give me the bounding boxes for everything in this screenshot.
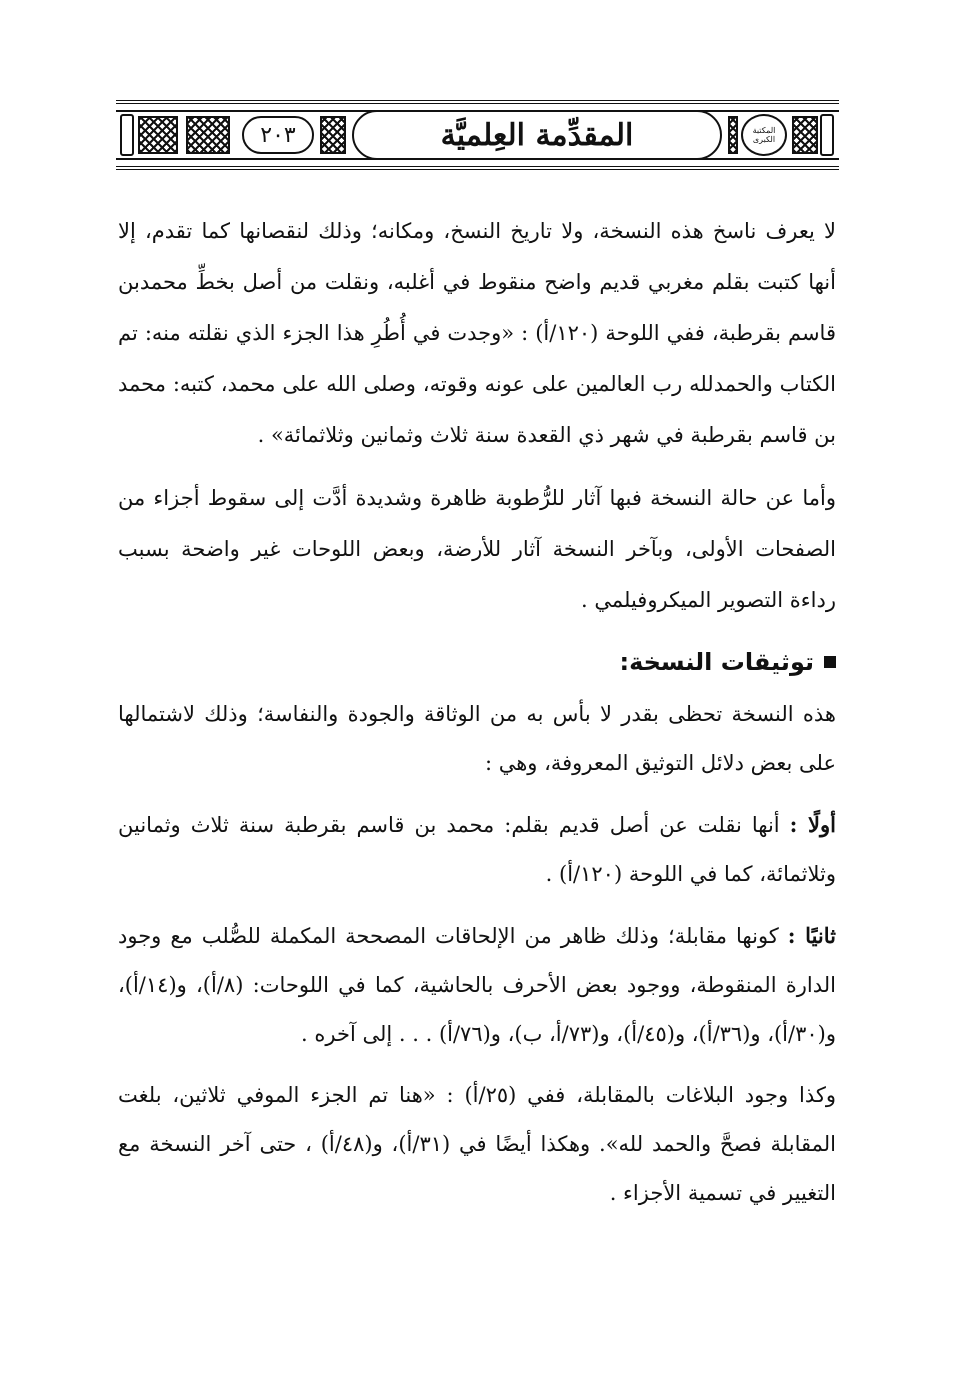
seal-lettering: المكتبة الكبرى: [752, 126, 776, 144]
paragraph-collation-notes: وكذا وجود البلاغات بالمقابلة، ففي (٢٥/أ) : «هنا تم الجزء الموفي ثلاثين، بلغت المقابلة فصحَّ والحمد لله». وهكذا أيضًا في (٣١/أ)، و(٤٨/أ) ، حتى آخر النسخة مع التغيير في تسمية الأجزاء .: [118, 1083, 837, 1205]
second-point-text: كونها مقابلة؛ وذلك ظاهر من الإلحاقات المصححة المكملة للصُّلب مع وجود الدارة المنقوطة، ووجود بعض الأحرف بالحاشية، كما في اللوحات: (٨/أ)، و(١٤/أ)، و(٣٠/أ)، و(٣٦/أ)، و(٤٥/أ)، و(٧٣/أ، ب)، و(٧٦/أ) . . . إلى آخره .: [118, 924, 837, 1046]
ornament-right-mid: [792, 116, 818, 154]
second-point-lead: ثانيًا :: [787, 923, 836, 948]
section-heading-text: توثيقات النسخة:: [619, 648, 814, 676]
section-heading: [118, 638, 836, 686]
square-bullet-icon: [824, 656, 836, 668]
banner-cap-right: [820, 114, 834, 156]
ornament-left-outer: [138, 116, 178, 154]
running-title: المقدِّمة العِلميَّة: [352, 110, 722, 160]
body-text: [118, 206, 836, 1218]
paragraph-manuscript-condition: وأما عن حالة النسخة فبها آثار للرُّطوبة ظاهرة وشديدة أدَّت إلى سقوط أجزاء من الصفحات الأولى، وبآخر النسخة آثار للأرضة، وبعض اللوحات غير واضحة بسبب رداءة التصوير الميكروفيلمي .: [118, 486, 836, 612]
paragraph-intro: هذه النسخة تحظى بقدر لا بأس به من الوثاقة والجودة والنفاسة؛ وذلك لاشتمالها على بعض دلائل التوثيق المعروفة، وهي :: [118, 702, 836, 775]
header-banner: [116, 100, 839, 170]
first-point-lead: أولًا :: [789, 812, 837, 837]
ornament-right-inner: [728, 116, 738, 154]
paragraph-second-point: [118, 911, 836, 1059]
banner-cap-left: [120, 114, 134, 156]
paragraph-manuscript-info: لا يعرف ناسخ هذه النسخة، ولا تاريخ النسخ، ومكانه؛ وذلك لنقصانها كما تقدم، إلا أنها كتبت بقلم مغربي قديم واضح منقوط في أغلبه، ونقلت من أصل بخطِّ محمدبن قاسم بقرطبة، ففي اللوحة (١٢٠/أ) : «وجدت في أُطُرِ هذا الجزء الذي نقلته منه: تم الكتاب والحمدلله رب العالمين على عونه وقوته، وصلى الله على محمد، كتبه: محمد بن قاسم بقرطبة في شهر ذي القعدة سنة ثلاث وثمانين وثلاثمائة» .: [118, 219, 836, 447]
page-number: ٢٠٣: [242, 116, 314, 154]
publisher-seal-icon: [741, 114, 787, 156]
paragraph-first-point: [118, 800, 836, 899]
ornament-mid-left: [320, 116, 346, 154]
first-point-text: أنها نقلت عن أصل قديم بقلم: محمد بن قاسم بقرطبة سنة ثلاث وثمانين وثلاثمائة، كما في اللوحة (١٢٠/أ) .: [118, 813, 836, 886]
ornament-left-inner: [186, 116, 230, 154]
